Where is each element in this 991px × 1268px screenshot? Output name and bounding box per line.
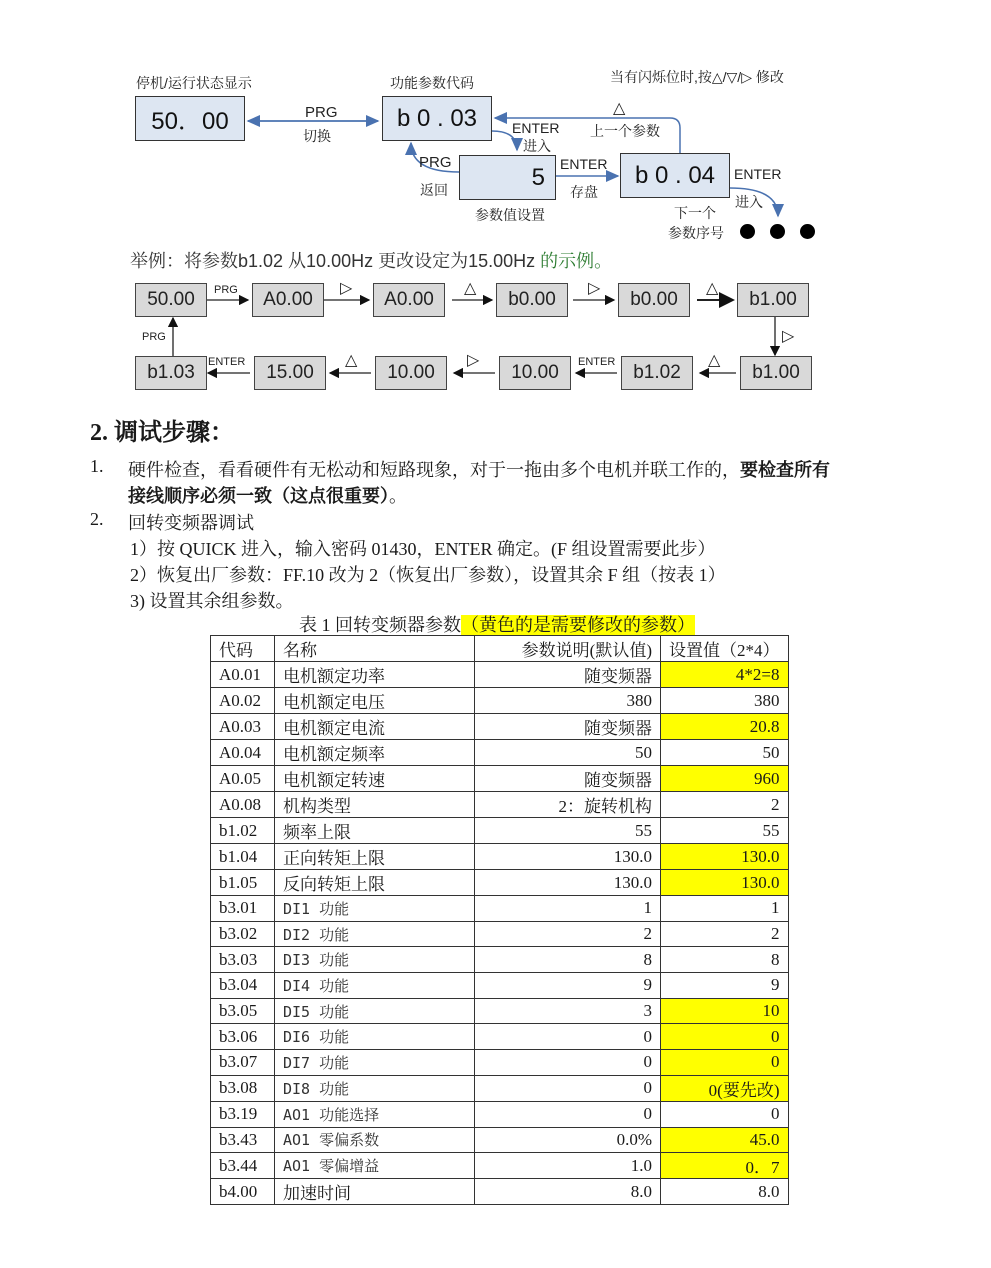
- cell-name: [275, 896, 475, 922]
- table-row: [211, 844, 789, 870]
- cell-name: 频率上限: [275, 818, 475, 844]
- example-title: 举例：将参数b1.02 从10.00Hz 更改设定为15.00Hz 的示例。: [130, 251, 613, 271]
- cell-name: 反向转矩上限: [275, 870, 475, 896]
- flow-display: b1.00: [740, 356, 812, 390]
- cell-name: [275, 1127, 475, 1153]
- cell-name: 电机额定电流: [275, 714, 475, 740]
- prg-label: PRG: [305, 104, 338, 121]
- step-2-number: 2.: [90, 509, 104, 529]
- value-lcd: 5: [459, 155, 556, 200]
- cell-code: b3.02: [211, 921, 275, 947]
- cell-code: A0.02: [211, 688, 275, 714]
- cell-code: b3.43: [211, 1127, 275, 1153]
- up-key-icon: △: [708, 350, 721, 369]
- cell-default: 50: [475, 740, 661, 766]
- table-row: [211, 973, 789, 999]
- return-label: 返回: [420, 182, 448, 198]
- flow-display: b0.00: [496, 283, 568, 317]
- cell-setting: 2: [661, 792, 789, 818]
- signal-prefix: AO1 功能选择: [283, 1105, 380, 1124]
- ellipsis-dot: [740, 224, 755, 239]
- cell-default: 随变频器: [475, 662, 661, 688]
- flow-display: b0.00: [618, 283, 690, 317]
- signal-prefix: DI5 功能: [283, 1002, 350, 1021]
- enter-label: ENTER: [512, 120, 560, 136]
- cell-default: 130.0: [475, 844, 661, 870]
- cell-setting: 0: [661, 1101, 789, 1127]
- cell-setting: 130.0: [661, 844, 789, 870]
- cell-default: 8: [475, 947, 661, 973]
- flow-key-label: PRG: [142, 331, 166, 343]
- flow-display: 15.00: [254, 356, 326, 390]
- right-key-icon: ▷: [340, 278, 353, 297]
- table-row: [211, 714, 789, 740]
- switch-label: 切换: [303, 128, 331, 144]
- cell-code: A0.03: [211, 714, 275, 740]
- cell-default: 2: [475, 921, 661, 947]
- up-key-icon: △: [706, 278, 719, 297]
- cell-code: b3.44: [211, 1153, 275, 1179]
- enter-save-label: ENTER: [560, 156, 608, 172]
- right-key-icon: ▷: [782, 326, 795, 345]
- table-row: [211, 1050, 789, 1076]
- table-row: [211, 818, 789, 844]
- flow-display: b1.03: [135, 356, 207, 390]
- section-heading: 2. 调试步骤：: [90, 420, 234, 446]
- cell-name: [275, 947, 475, 973]
- up-key-icon: △: [345, 350, 358, 369]
- cell-setting: 8.0: [661, 1179, 789, 1205]
- cell-setting: 1: [661, 896, 789, 922]
- cell-code: b3.06: [211, 1024, 275, 1050]
- cell-code: b1.05: [211, 870, 275, 896]
- cell-code: b1.04: [211, 844, 275, 870]
- enter-next-in-label: 进入: [735, 194, 763, 210]
- cell-setting: 55: [661, 818, 789, 844]
- ellipsis-dot: [800, 224, 815, 239]
- cell-default: 0: [475, 1050, 661, 1076]
- cell-code: b3.03: [211, 947, 275, 973]
- cell-name: 电机额定功率: [275, 662, 475, 688]
- table-row: [211, 662, 789, 688]
- right-key-icon: ▷: [467, 350, 480, 369]
- header-name: 名称: [275, 636, 475, 662]
- header-setting: 设置值（2*4）: [661, 636, 789, 662]
- func-code-label: 功能参数代码: [390, 75, 474, 91]
- table-row: [211, 1127, 789, 1153]
- cell-default: 380: [475, 688, 661, 714]
- cell-setting: 9: [661, 973, 789, 999]
- table-row: [211, 688, 789, 714]
- cell-code: b3.04: [211, 973, 275, 999]
- cell-name: 电机额定电压: [275, 688, 475, 714]
- cell-name: [275, 1024, 475, 1050]
- next-label-1: 下一个: [674, 205, 716, 221]
- cell-code: b1.02: [211, 818, 275, 844]
- cell-code: b3.01: [211, 896, 275, 922]
- cell-code: b3.19: [211, 1101, 275, 1127]
- cell-setting: 8: [661, 947, 789, 973]
- cell-default: 3: [475, 998, 661, 1024]
- cell-default: 2：旋转机构: [475, 792, 661, 818]
- signal-prefix: AO1 零偏系数: [283, 1131, 380, 1150]
- header-code: 代码: [211, 636, 275, 662]
- signal-prefix: DI8 功能: [283, 1079, 350, 1098]
- cell-default: 9: [475, 973, 661, 999]
- hint-label: 当有闪烁位时,按△/▽/▷ 修改: [610, 69, 784, 85]
- cell-setting: 0(要先改): [661, 1075, 789, 1101]
- next-code-lcd: b 0 . 04: [620, 153, 730, 198]
- cell-default: 随变频器: [475, 766, 661, 792]
- table-row: [211, 921, 789, 947]
- step-2-text: 回转变频器调试: [128, 513, 254, 533]
- cell-code: A0.01: [211, 662, 275, 688]
- cell-name: 电机额定频率: [275, 740, 475, 766]
- value-set-label: 参数值设置: [475, 207, 545, 223]
- next-label-2: 参数序号: [668, 225, 724, 241]
- flow-display: 50.00: [135, 283, 207, 317]
- cell-default: 130.0: [475, 870, 661, 896]
- cell-setting: 0: [661, 1024, 789, 1050]
- cell-name: 机构类型: [275, 792, 475, 818]
- enter-in-label: 进入: [523, 138, 551, 154]
- table-row: [211, 1101, 789, 1127]
- save-label: 存盘: [570, 184, 598, 200]
- cell-default: 0: [475, 1075, 661, 1101]
- cell-code: b3.08: [211, 1075, 275, 1101]
- cell-name: [275, 998, 475, 1024]
- cell-setting: 960: [661, 766, 789, 792]
- cell-code: b3.05: [211, 998, 275, 1024]
- cell-default: 随变频器: [475, 714, 661, 740]
- cell-setting: 4*2=8: [661, 662, 789, 688]
- cell-default: 1: [475, 896, 661, 922]
- flow-key-label: ENTER: [578, 356, 616, 368]
- cell-name: [275, 1075, 475, 1101]
- cell-setting: 10: [661, 998, 789, 1024]
- table-row: [211, 740, 789, 766]
- cell-setting: 50: [661, 740, 789, 766]
- cell-name: 加速时间: [275, 1179, 475, 1205]
- flow-display: 10.00: [375, 356, 447, 390]
- cell-default: 55: [475, 818, 661, 844]
- cell-name: [275, 1050, 475, 1076]
- table-row: [211, 1075, 789, 1101]
- cell-setting: 130.0: [661, 870, 789, 896]
- flow-key-label: PRG: [214, 284, 238, 296]
- table-row: [211, 1024, 789, 1050]
- flow-display: A0.00: [252, 283, 324, 317]
- flow-display: A0.00: [373, 283, 445, 317]
- cell-code: A0.08: [211, 792, 275, 818]
- ellipsis-dot: [770, 224, 785, 239]
- header-default: 参数说明(默认值): [475, 636, 661, 662]
- cell-name: 电机额定转速: [275, 766, 475, 792]
- cell-setting: 20.8: [661, 714, 789, 740]
- cell-name: [275, 921, 475, 947]
- up-symbol: △: [613, 100, 626, 117]
- status-lcd: 50．00: [135, 96, 245, 141]
- signal-prefix: DI4 功能: [283, 976, 350, 995]
- cell-name: [275, 1101, 475, 1127]
- cell-name: [275, 973, 475, 999]
- table-header-row: [211, 636, 789, 662]
- table-row: [211, 947, 789, 973]
- flow-key-label: ENTER: [208, 356, 246, 368]
- signal-prefix: DI2 功能: [283, 925, 350, 944]
- cell-code: A0.05: [211, 766, 275, 792]
- table-row: [211, 998, 789, 1024]
- signal-prefix: DI3 功能: [283, 951, 350, 970]
- table-row: [211, 870, 789, 896]
- cell-setting: 0: [661, 1050, 789, 1076]
- func-code-lcd: b 0 . 03: [382, 96, 492, 141]
- status-display-label: 停机/运行状态显示: [136, 75, 252, 91]
- step-1-text-cont: 接线顺序必须一致（这点很重要）。: [128, 486, 407, 506]
- cell-default: 1.0: [475, 1153, 661, 1179]
- sub-step-1: 1）按 QUICK 进入，输入密码 01430，ENTER 确定。(F 组设置需要此步）: [130, 539, 716, 559]
- signal-prefix: DI7 功能: [283, 1053, 350, 1072]
- prg-return-label: PRG: [419, 154, 452, 171]
- up-key-icon: △: [464, 278, 477, 297]
- flow-display: b1.02: [621, 356, 693, 390]
- signal-prefix: AO1 零偏增益: [283, 1157, 380, 1176]
- table-row: [211, 792, 789, 818]
- step-1-text: 硬件检查，看看硬件有无松动和短路现象，对于一拖由多个电机并联工作的，要检查所有: [128, 460, 830, 480]
- signal-prefix: DI6 功能: [283, 1028, 350, 1047]
- cell-code: b4.00: [211, 1179, 275, 1205]
- table-caption: 表 1 回转变频器参数（黄色的是需要修改的参数）: [299, 615, 695, 635]
- flow-display: b1.00: [737, 283, 809, 317]
- cell-setting: 0．7: [661, 1153, 789, 1179]
- cell-default: 8.0: [475, 1179, 661, 1205]
- cell-code: b3.07: [211, 1050, 275, 1076]
- cell-name: 正向转矩上限: [275, 844, 475, 870]
- signal-prefix: DI1 功能: [283, 899, 350, 918]
- table-row: [211, 1179, 789, 1205]
- cell-setting: 2: [661, 921, 789, 947]
- parameter-table: [210, 635, 789, 1205]
- cell-default: 0: [475, 1101, 661, 1127]
- flow-display: 10.00: [499, 356, 571, 390]
- right-key-icon: ▷: [588, 278, 601, 297]
- sub-step-3: 3) 设置其余组参数。: [130, 591, 294, 611]
- table-row: [211, 896, 789, 922]
- enter-next-label: ENTER: [734, 166, 782, 182]
- cell-code: A0.04: [211, 740, 275, 766]
- cell-default: 0.0%: [475, 1127, 661, 1153]
- cell-setting: 45.0: [661, 1127, 789, 1153]
- table-row: [211, 1153, 789, 1179]
- prev-param-label: 上一个参数: [590, 123, 660, 139]
- step-1-number: 1.: [90, 456, 104, 476]
- cell-default: 0: [475, 1024, 661, 1050]
- cell-name: [275, 1153, 475, 1179]
- table-row: [211, 766, 789, 792]
- cell-setting: 380: [661, 688, 789, 714]
- sub-step-2: 2）恢复出厂参数：FF.10 改为 2（恢复出厂参数），设置其余 F 组（按表 1）: [130, 565, 726, 585]
